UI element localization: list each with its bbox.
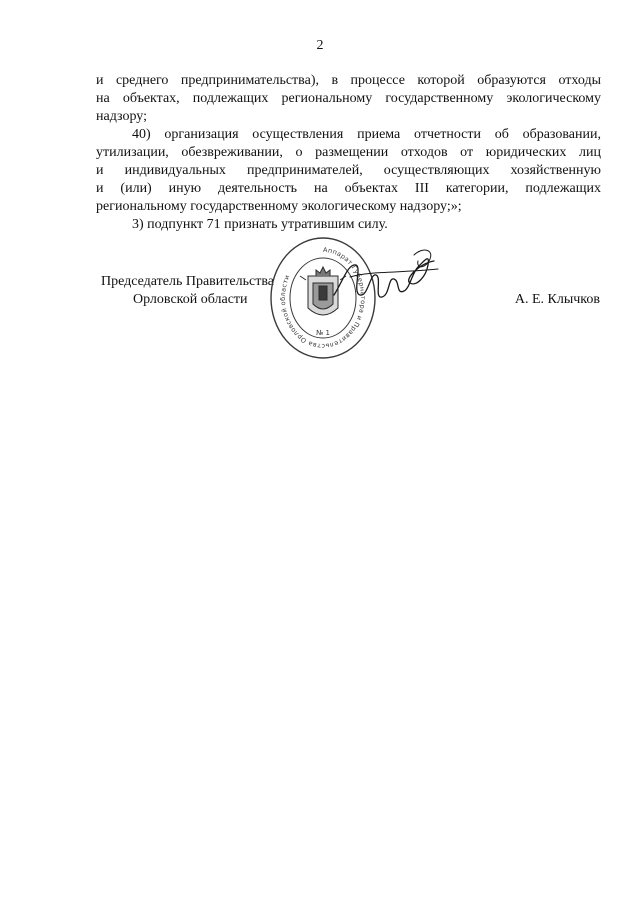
- text-line: надзору;: [96, 109, 147, 124]
- paragraph-continuation: [96, 72, 601, 126]
- official-seal-icon: [268, 236, 378, 362]
- signatory-name: А. Е. Клычков: [514, 292, 600, 307]
- paragraph-item-40: [96, 126, 601, 216]
- text-line: и среднего предпринимательства), в процессе которой образуются отходы: [96, 73, 601, 88]
- text-line: региональному государственному экологическому надзору;»;: [96, 199, 462, 214]
- text-line: и индивидуальных предпринимателей, осуществляющих хозяйственную: [96, 163, 601, 178]
- signatory-title-line1: Председатель Правительства: [101, 274, 274, 289]
- text-line: на объектах, подлежащих региональному государственному экологическому: [96, 91, 601, 106]
- page-number: 2: [316, 38, 324, 53]
- text-line: 3) подпункт 71 признать утратившим силу.: [132, 217, 388, 232]
- signatory-title-line2: Орловской области: [133, 292, 248, 307]
- seal-ring-text: Аппарат Губернатора и Правительства Орловской области: [278, 245, 367, 351]
- text-line: и (или) иную деятельность на объектах III категории, подлежащих: [96, 181, 601, 196]
- text-line: утилизации, обезвреживании, о размещении отходов от юридических лиц: [96, 145, 601, 160]
- svg-text:Аппарат Губернатора и Правител: [279, 246, 367, 350]
- text-line: 40) организация осуществления приема отчетности об образовании,: [132, 127, 601, 142]
- seal-number-text: № 1: [316, 329, 330, 337]
- coat-of-arms-icon: [300, 267, 346, 315]
- handwritten-signature-icon: [330, 243, 442, 313]
- paragraph-item-3: [96, 216, 601, 234]
- document-body: [96, 72, 601, 234]
